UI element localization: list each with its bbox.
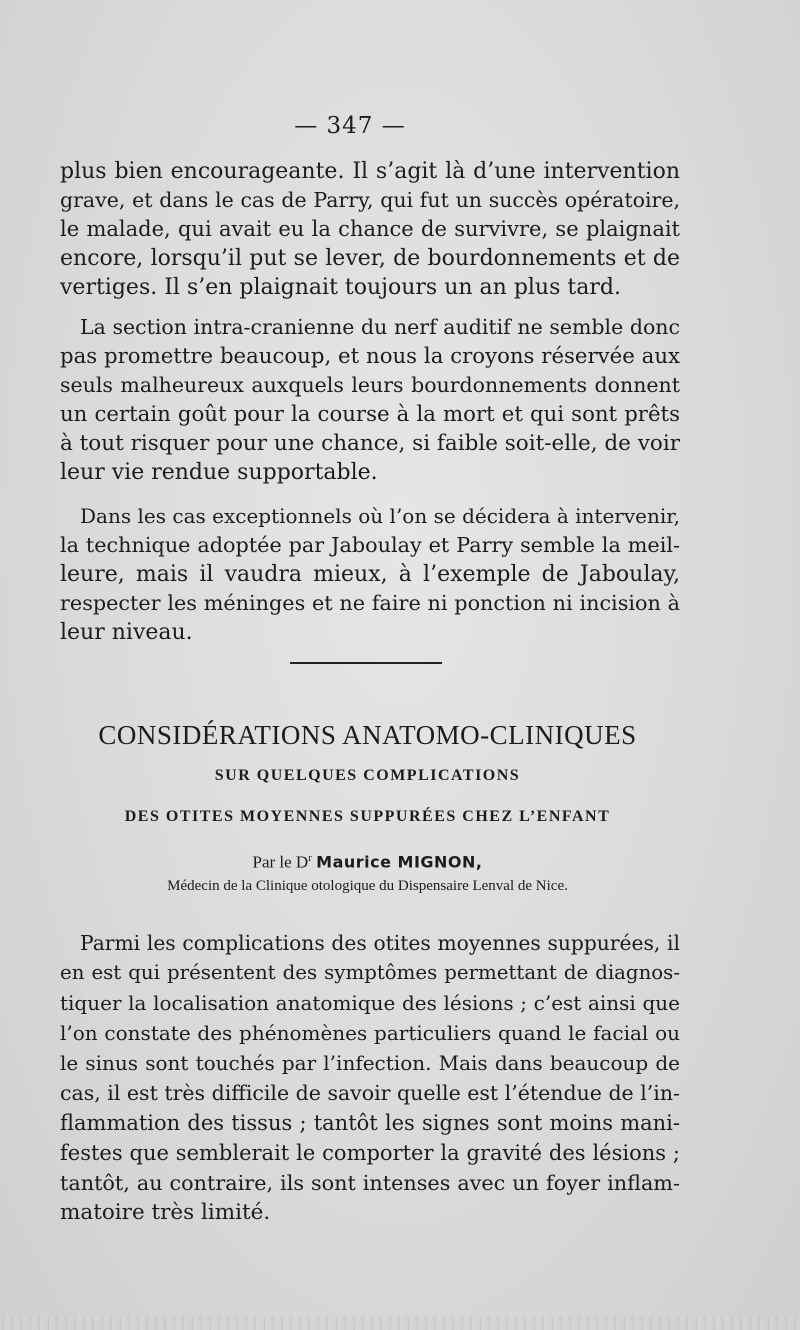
text-line: respecter les méninges et ne faire ni ponction ni incision à: [60, 591, 680, 615]
text-line: un certain goût pour la course à la mort et qui sont prêts: [60, 402, 680, 427]
text-line: à tout risquer pour une chance, si faible soit-elle, de voir: [60, 431, 680, 456]
text-line: leur vie rendue supportable.: [60, 460, 378, 485]
author-prefix: Par le D: [252, 852, 309, 872]
article-subtitle-1: SUR QUELQUES COMPLICATIONS: [214, 767, 521, 784]
text-line: La section intra-cranienne du nerf auditif ne semble donc: [80, 315, 680, 339]
author-line: [0, 852, 735, 873]
article-title: CONSIDÉRATIONS ANATOMO-CLINIQUES: [98, 720, 637, 750]
text-line: leur niveau.: [60, 620, 193, 645]
text-line: cas, il est très difficile de savoir quelle est l’étendue de l’in-: [60, 1081, 680, 1105]
text-line: tiquer la localisation anatomique des lésions ; c’est ainsi que: [60, 991, 680, 1015]
text-line: flammation des tissus ; tantôt les signes sont moins mani-: [60, 1111, 680, 1135]
text-line: tantôt, au contraire, ils sont intenses avec un foyer inflam-: [60, 1171, 680, 1195]
paragraph-section-intracranienne-1: [60, 157, 680, 302]
text-line: seuls malheureux auxquels leurs bourdonnements donnent: [60, 373, 680, 397]
paragraph-section-intracranienne-2: [60, 313, 680, 487]
text-line: la technique adoptée par Jaboulay et Parry semble la meil-: [60, 533, 680, 557]
text-line: Parmi les complications des otites moyennes suppurées, il: [80, 931, 680, 955]
text-line: grave, et dans le cas de Parry, qui fut un succès opératoire,: [60, 188, 680, 212]
article-subtitle-2: DES OTITES MOYENNES SUPPURÉES CHEZ L’ENFANT: [124, 808, 611, 825]
text-line: pas promettre beaucoup, et nous la croyons réservée aux: [60, 344, 680, 369]
text-line: plus bien encourageante. Il s’agit là d’une intervention: [60, 159, 680, 184]
paragraph-section-intracranienne-3: [60, 502, 680, 647]
text-line: encore, lorsqu’il put se lever, de bourdonnements et de: [60, 246, 680, 271]
text-line: leure, mais il vaudra mieux, à l’exemple de Jaboulay,: [60, 562, 680, 587]
text-line: festes que semblerait le comporter la gravité des lésions ;: [60, 1141, 680, 1165]
text-line: le malade, qui avait eu la chance de survivre, se plaignait: [60, 217, 680, 241]
author-affiliation: Médecin de la Clinique otologique du Dispensaire Lenval de Nice.: [167, 878, 568, 894]
text-line: matoire très limité.: [60, 1200, 271, 1225]
text-line: l’on constate des phénomènes particuliers quand le facial ou: [60, 1021, 680, 1045]
author-title-sup: r: [308, 852, 312, 864]
author-name: Maurice MIGNON,: [316, 852, 483, 872]
text-line: vertiges. Il s’en plaignait toujours un an plus tard.: [60, 275, 621, 300]
text-line: le sinus sont touchés par l’infection. Mais dans beaucoup de: [60, 1051, 680, 1075]
page-number: — 347 —: [294, 113, 406, 139]
text-line: Dans les cas exceptionnels où l’on se décidera à intervenir,: [80, 504, 680, 528]
scan-edge-noise: [0, 1316, 800, 1330]
paragraph-article-intro: [60, 928, 680, 1228]
section-divider: [290, 662, 442, 664]
text-line: en est qui présentent des symptômes permettant de diagnos-: [60, 961, 680, 984]
